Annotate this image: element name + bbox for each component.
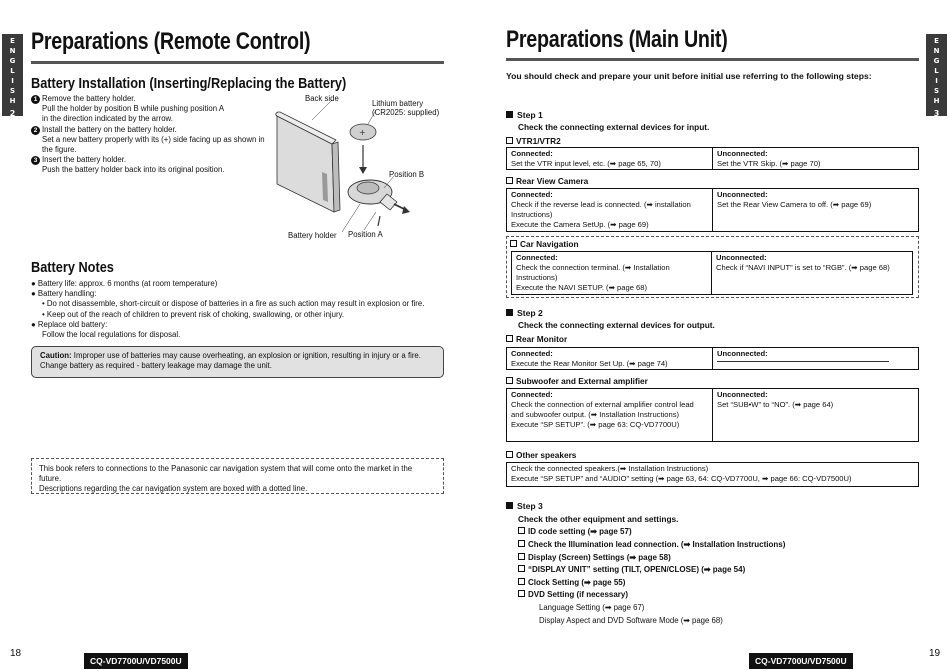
step-label: Step 1 [517, 110, 543, 120]
cell-text: Check the connection terminal. (➡ Installation [516, 263, 670, 272]
cell-heading: Unconnected: [716, 253, 767, 262]
caution-text: Change battery as required - battery leakage may damage the unit. [40, 361, 272, 371]
cell-heading: Connected: [511, 190, 553, 199]
step-marker [506, 502, 513, 509]
note-item: ● Battery handling: [31, 289, 97, 299]
label-position-a: Position A [348, 230, 383, 239]
unconnected-cell [713, 148, 918, 169]
subwoofer-table [506, 388, 919, 442]
label-lithium-sub: (CR2025: supplied) [372, 108, 440, 117]
connected-cell [512, 252, 712, 294]
checkbox-icon [518, 565, 525, 572]
step-1-sub: Check the connecting external devices for input. [518, 122, 710, 132]
page-number: 19 [929, 648, 941, 659]
lang-letter: I [11, 77, 14, 85]
checkbox-icon [506, 377, 513, 384]
category-title: Rear Monitor [516, 334, 568, 344]
cell-heading: Connected: [511, 149, 553, 158]
unconnected-cell [713, 189, 918, 231]
connected-cell [507, 348, 713, 369]
category-car-navigation [510, 239, 579, 249]
speakers-cell [507, 463, 918, 486]
lang-letter: H [9, 97, 16, 105]
step-text: Install the battery on the battery holder. [42, 124, 177, 134]
checklist-item [518, 578, 625, 587]
step-number: 1 [31, 95, 40, 104]
cell-heading: Unconnected: [717, 149, 768, 158]
category-title: Other speakers [516, 450, 577, 460]
title-rule [506, 58, 919, 61]
category-rear-monitor [506, 334, 567, 344]
note-line: This book refers to connections to the Panasonic car navigation system that will come onto the market in the future. [39, 464, 413, 484]
battery-notes-list [31, 279, 444, 340]
lang-letter: N [933, 47, 940, 55]
checklist-item [518, 590, 628, 599]
note-subitem: • Do not disassemble, short-circuit or dispose of batteries in a fire as such action may result in explosion or fire. [42, 299, 425, 309]
cell-text: and subwoofer output. (➡ Installation Instructions) [511, 410, 680, 419]
cell-heading: Unconnected: [717, 390, 768, 399]
item-text: “DISPLAY UNIT” setting (TILT, OPEN/CLOSE) (➡ page 54) [528, 565, 746, 574]
rear-monitor-table [506, 347, 919, 370]
label-position-b: Position B [389, 170, 425, 179]
lang-letter: S [933, 87, 940, 95]
lang-letter: E [10, 37, 15, 45]
cell-heading: Connected: [511, 349, 553, 358]
title-rule [31, 61, 444, 64]
note-text: Replace old battery: [37, 319, 108, 329]
label-lithium: Lithium battery [372, 99, 424, 108]
note-line: Descriptions regarding the car navigation system are boxed with a dotted line. [39, 484, 308, 494]
label-battery-holder: Battery holder [288, 231, 337, 240]
tab-page-number: 3 [933, 109, 940, 118]
sub-checklist-item: Display Aspect and DVD Software Mode (➡ page 68) [539, 616, 723, 625]
checklist-item [518, 565, 745, 574]
install-step-2 [31, 125, 271, 135]
checkbox-icon [506, 335, 513, 342]
cell-text: Execute “SP SETUP”. (➡ page 63: CQ-VD7700U) [511, 420, 680, 429]
cell-text: Instructions) [516, 273, 558, 282]
lang-letter: I [935, 77, 938, 85]
unconnected-cell [712, 252, 912, 294]
checklist-item [518, 553, 671, 562]
note-text: Battery handling: [37, 289, 97, 299]
checkbox-icon [518, 590, 525, 597]
car-navigation-table [511, 251, 913, 295]
checkbox-icon [518, 527, 525, 534]
note-item: ● Replace old battery: [31, 319, 108, 329]
svg-text:+: + [359, 128, 366, 137]
step-label: Step 2 [517, 308, 543, 318]
install-steps [31, 94, 271, 176]
cell-text: Instructions) [511, 210, 553, 219]
cell-text: Check if “NAVI INPUT” is set to “RGB”. (➡ page 68) [716, 263, 890, 272]
item-text: ID code setting (➡ page 57) [528, 527, 632, 536]
page-title: Preparations (Remote Control) [31, 28, 311, 55]
install-step-1 [31, 94, 271, 104]
item-text: DVD Setting (if necessary) [528, 590, 629, 599]
note-text: Battery life: approx. 6 months (at room temperature) [37, 279, 218, 288]
step-marker [506, 309, 513, 316]
step-2-sub: Check the connecting external devices for output. [518, 320, 715, 330]
vtr-table [506, 147, 919, 170]
category-title: Subwoofer and External amplifier [516, 376, 648, 386]
item-text: Display (Screen) Settings (➡ page 58) [528, 553, 671, 562]
lang-letter: G [9, 57, 16, 65]
cell-heading: Connected: [516, 253, 558, 262]
cell-text: Execute the Camera SetUp. (➡ page 69) [511, 220, 649, 229]
lang-letter: G [933, 57, 940, 65]
cell-text: Execute the NAVI SETUP. (➡ page 68) [516, 283, 648, 292]
page-title: Preparations (Main Unit) [506, 26, 728, 53]
category-title: Car Navigation [520, 239, 579, 249]
model-badge: CQ-VD7700U/VD7500U [84, 653, 188, 669]
checklist-item [518, 540, 785, 549]
right-page [475, 0, 950, 671]
lang-letter: N [9, 47, 16, 55]
step-text: Pull the holder by position B while pushing position A [42, 104, 225, 114]
caution-label: Caution: [40, 351, 72, 360]
cell-text: Set “SUB•W” to “NO”. (➡ page 64) [717, 400, 834, 409]
step-text: Push the battery holder back into its original position. [42, 165, 225, 175]
language-tab [2, 34, 23, 116]
step-marker [506, 111, 513, 118]
step-number: 2 [31, 126, 40, 135]
item-text: Clock Setting (➡ page 55) [528, 578, 626, 587]
note-text: Follow the local regulations for disposal. [42, 330, 181, 340]
note-text: Keep out of the reach of children to prevent risk of choking, swallowing, or other injury. [46, 309, 345, 319]
note-item: ● Battery life: approx. 6 months (at room temperature) [31, 279, 218, 288]
checkbox-icon [506, 137, 513, 144]
label-back-side: Back side [305, 94, 339, 103]
cell-text: Check if the reverse lead is connected. (➡ installation [511, 200, 691, 209]
checkbox-icon [518, 540, 525, 547]
cell-text: Set the VTR Skip. (➡ page 70) [717, 159, 821, 168]
step-text: the figure. [42, 145, 77, 155]
install-step-3 [31, 155, 271, 165]
cell-text: Execute “SP SETUP” and “AUDIO” setting (➡ page 63, 64: CQ-VD7700U, ➡ page 66: CQ-VD7500U) [511, 474, 852, 483]
cell-heading: Connected: [511, 390, 553, 399]
step-text: Remove the battery holder. [42, 94, 136, 103]
intro-text: You should check and prepare your unit before initial use referring to the following steps: [506, 71, 872, 81]
cell-text: Execute the Rear Monitor Set Up. (➡ page 74) [511, 359, 668, 368]
connected-cell [507, 189, 713, 231]
caution-box [31, 346, 444, 378]
note-subitem: • Keep out of the reach of children to prevent risk of choking, swallowing, or other injury. [42, 309, 345, 319]
battery-notes-heading: Battery Notes [31, 259, 114, 276]
step-2-label [506, 308, 543, 318]
step-number: 3 [31, 156, 40, 165]
item-text: Check the Illumination lead connection. (➡ Installation Instructions) [528, 540, 786, 549]
step-text: Insert the battery holder. [42, 155, 127, 165]
step-label: Step 3 [517, 501, 543, 511]
page-number: 18 [10, 648, 22, 659]
step-text: in the direction indicated by the arrow. [42, 114, 173, 124]
cell-text: Check the connection of external amplifier control lead [511, 400, 694, 409]
category-vtr [506, 136, 561, 146]
lang-letter: S [9, 87, 16, 95]
step-1-label [506, 110, 543, 120]
cell-heading: Unconnected: [717, 349, 768, 358]
step-text: Set a new battery properly with its (+) side facing up as shown in [42, 134, 265, 144]
battery-figure [272, 92, 447, 244]
checkbox-icon [506, 177, 513, 184]
cell-text: Check the connected speakers.(➡ Installation Instructions) [511, 464, 709, 473]
step-3-sub: Check the other equipment and settings. [518, 514, 679, 524]
cell-heading: Unconnected: [717, 190, 768, 199]
model-badge: CQ-VD7700U/VD7500U [749, 653, 853, 669]
sub-checklist-item: Language Setting (➡ page 67) [539, 603, 645, 612]
category-title: VTR1/VTR2 [516, 136, 561, 146]
lang-letter: E [934, 37, 939, 45]
checkbox-icon [510, 240, 517, 247]
blank-line [717, 361, 889, 362]
tab-page-number: 2 [9, 109, 16, 118]
battery-install-heading: Battery Installation (Inserting/Replacing the Battery) [31, 75, 347, 92]
navigation-note-box [31, 458, 444, 494]
category-subwoofer [506, 376, 648, 386]
connected-cell [507, 389, 713, 441]
category-other-speakers [506, 450, 576, 460]
checklist-item [518, 527, 632, 536]
cell-text: Set the Rear View Camera to off. (➡ page 69) [717, 200, 872, 209]
language-tab [926, 34, 947, 116]
cell-text: Set the VTR input level, etc. (➡ page 65, 70) [511, 159, 661, 168]
step-3-label [506, 501, 543, 511]
note-text: Do not disassemble, short-circuit or dispose of batteries in a fire as such action may result in explosion or fire. [46, 299, 425, 309]
unconnected-cell [713, 348, 918, 369]
checkbox-icon [518, 578, 525, 585]
rear-view-camera-table [506, 188, 919, 232]
unconnected-cell [713, 389, 918, 441]
other-speakers-table [506, 462, 919, 487]
lang-letter: L [934, 67, 939, 75]
caution-text: Improper use of batteries may cause overheating, an explosion or ignition, resulting in injury or a fire. [71, 351, 421, 360]
category-title: Rear View Camera [516, 176, 589, 186]
category-rear-view-camera [506, 176, 588, 186]
connected-cell [507, 148, 713, 169]
checkbox-icon [506, 451, 513, 458]
checkbox-icon [518, 553, 525, 560]
lang-letter: H [933, 97, 940, 105]
lang-letter: L [10, 67, 15, 75]
